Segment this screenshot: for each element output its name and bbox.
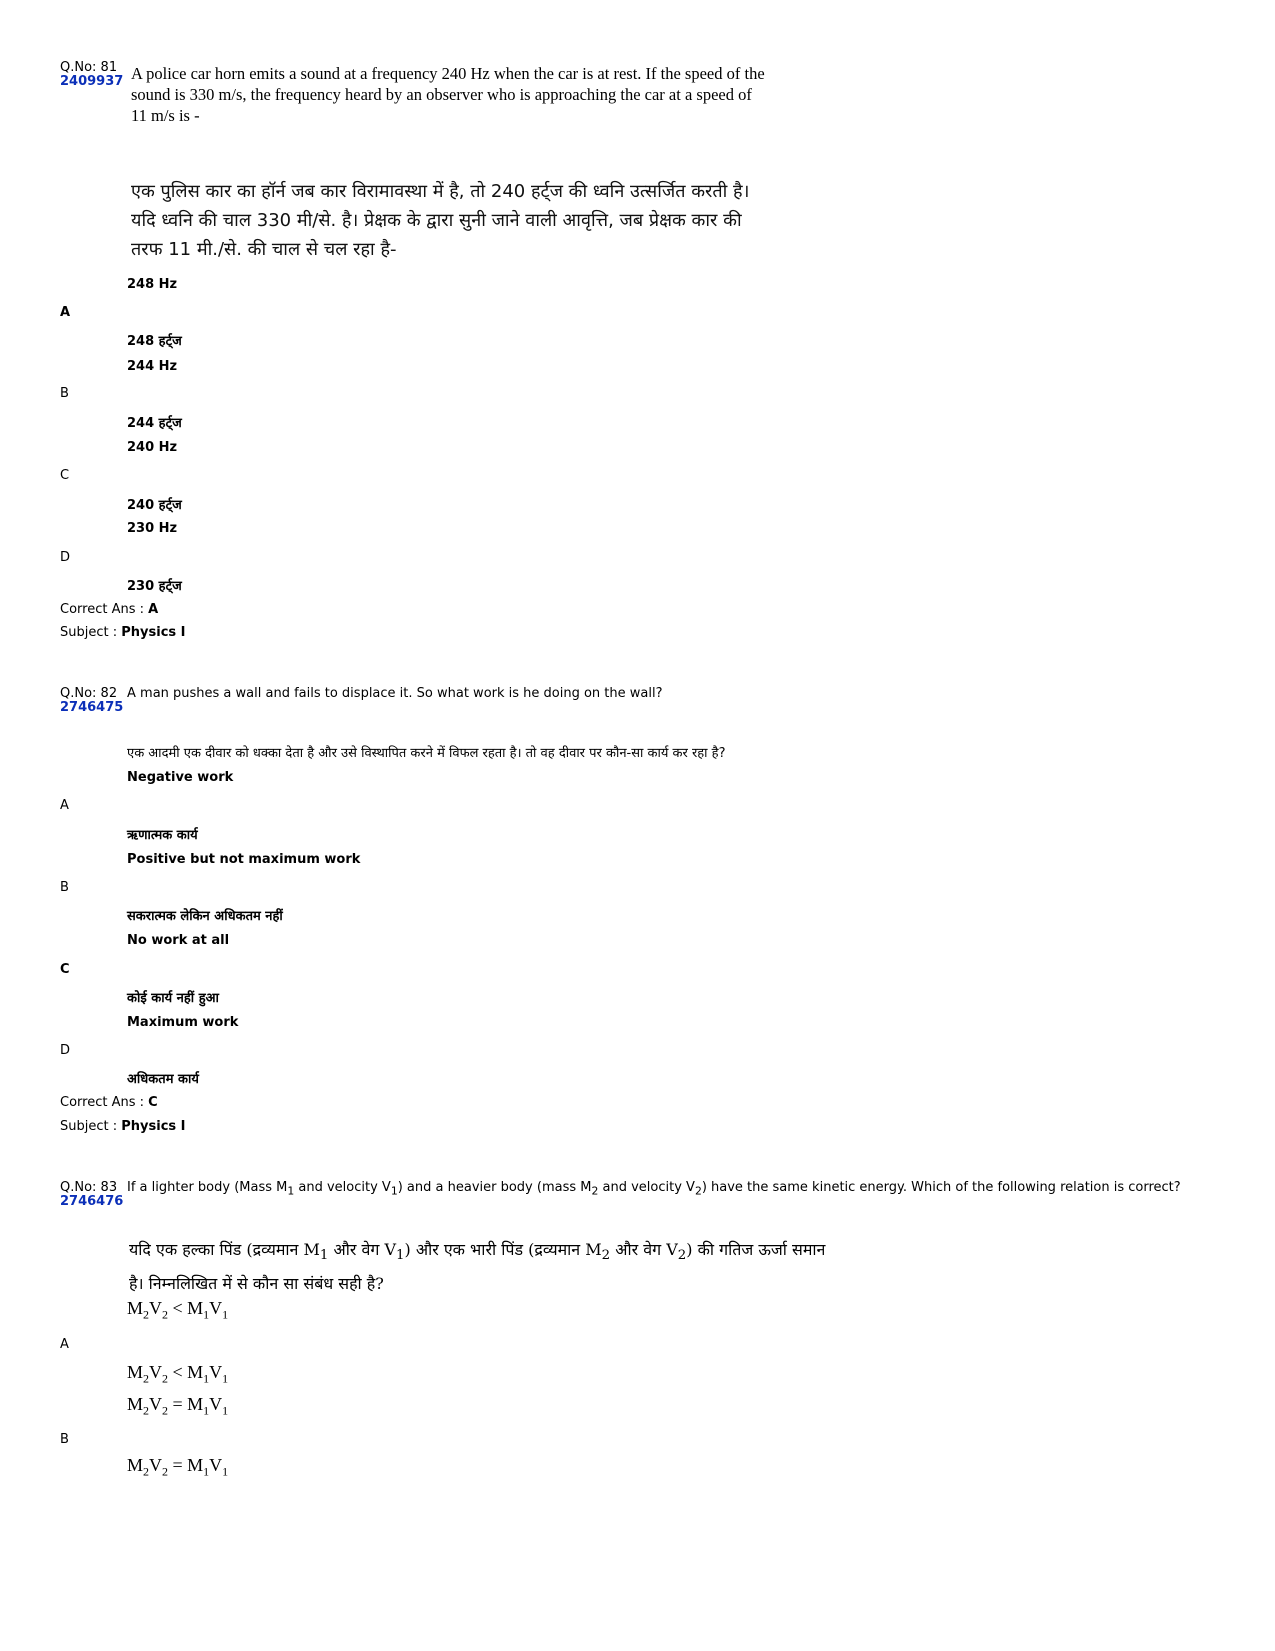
option-b-hi: सकरात्मक लेकिन अधिकतम नहीं: [127, 909, 283, 924]
option-a-hi: 248 हर्ट्ज: [127, 334, 182, 349]
subject: Subject : Physics I: [60, 1119, 186, 1134]
question-number: Q.No: 82: [60, 686, 118, 701]
correct-answer: Correct Ans : A: [60, 602, 159, 617]
option-d-hi: अधिकतम कार्य: [127, 1072, 199, 1087]
option-b-label: B: [60, 880, 69, 895]
option-c-en: 240 Hz: [127, 440, 178, 455]
option-b-hi: $M_2V_2 = M_1V_1$: [127, 1455, 229, 1479]
option-b-hi: 244 हर्ट्ज: [127, 416, 182, 431]
question-text-hi: एक आदमी एक दीवार को धक्का देता है और उसे विस्थापित करने में विफल रहता है। तो वह दीवार पर कौन-सा कार्य कर रहा है?: [127, 746, 726, 761]
option-b-label: B: [60, 1432, 69, 1447]
option-c-label: C: [60, 468, 70, 483]
option-b-en: $M_2V_2 = M_1V_1$: [127, 1394, 229, 1418]
question-number: Q.No: 81: [60, 60, 118, 75]
option-a-label: A: [60, 798, 69, 813]
option-c-en: No work at all: [127, 933, 230, 948]
option-d-hi: 230 हर्ट्ज: [127, 579, 182, 594]
question-number: Q.No: 83: [60, 1180, 118, 1195]
question-id: 2746475: [60, 700, 124, 715]
option-a-en: 248 Hz: [127, 277, 178, 292]
question-text-en: A police car horn emits a sound at a frequency 240 Hz when the car is at rest. If the speed of the sound is 330 m/s, the frequency heard by an observer who is approaching the car at a speed of 11 m/s is -: [131, 64, 765, 125]
option-a-label: A: [60, 1337, 69, 1352]
option-b-label: B: [60, 386, 69, 401]
correct-answer: Correct Ans : C: [60, 1095, 158, 1110]
option-b-en: Positive but not maximum work: [127, 852, 361, 867]
option-a-en: Negative work: [127, 770, 234, 785]
question-text-en: A man pushes a wall and fails to displace it. So what work is he doing on the wall?: [127, 686, 663, 701]
option-a-label: A: [60, 305, 71, 320]
option-d-en: 230 Hz: [127, 521, 178, 536]
option-d-en: Maximum work: [127, 1015, 239, 1030]
subject: Subject : Physics I: [60, 625, 186, 640]
question-id: 2409937: [60, 74, 124, 89]
option-a-en: $M_2V_2 < M_1V_1$: [127, 1298, 229, 1322]
option-c-label: C: [60, 962, 70, 977]
option-b-en: 244 Hz: [127, 359, 178, 374]
option-d-label: D: [60, 1043, 71, 1058]
option-a-hi: $M_2V_2 < M_1V_1$: [127, 1362, 229, 1386]
option-a-hi: ऋणात्मक कार्य: [127, 828, 198, 843]
option-d-label: D: [60, 550, 71, 565]
option-c-hi: कोई कार्य नहीं हुआ: [127, 991, 219, 1006]
question-text-hi: यदि एक हल्का पिंड (द्रव्यमान $M_1$ और वेग $V_1$) और एक भारी पिंड (द्रव्यमान $M_2$ और वेग $V_2$) की गतिज ऊर्जा समान है। निम्नलिखित में से कौन सा संबंध सही है?: [129, 1240, 826, 1294]
question-id: 2746476: [60, 1194, 124, 1209]
question-text-hi: एक पुलिस कार का हॉर्न जब कार विरामावस्था में है, तो 240 हर्ट्ज की ध्वनि उत्सर्जित करती है। यदि ध्वनि की चाल 330 मी/से. है। प्रेक्षक के द्वारा सुनी जाने वाली आवृत्ति, जब प्रेक्षक कार की तरफ 11 मी./से. की चाल से चल रहा है-: [131, 181, 750, 260]
question-text-en: If a lighter body (Mass $M_1$ and velocity $V_1$) and a heavier body (mass $M_2$ and velocity $V_2$) have the same kinetic energy. Which of the following relation is correct?: [127, 1180, 1181, 1198]
option-c-hi: 240 हर्ट्ज: [127, 498, 182, 513]
